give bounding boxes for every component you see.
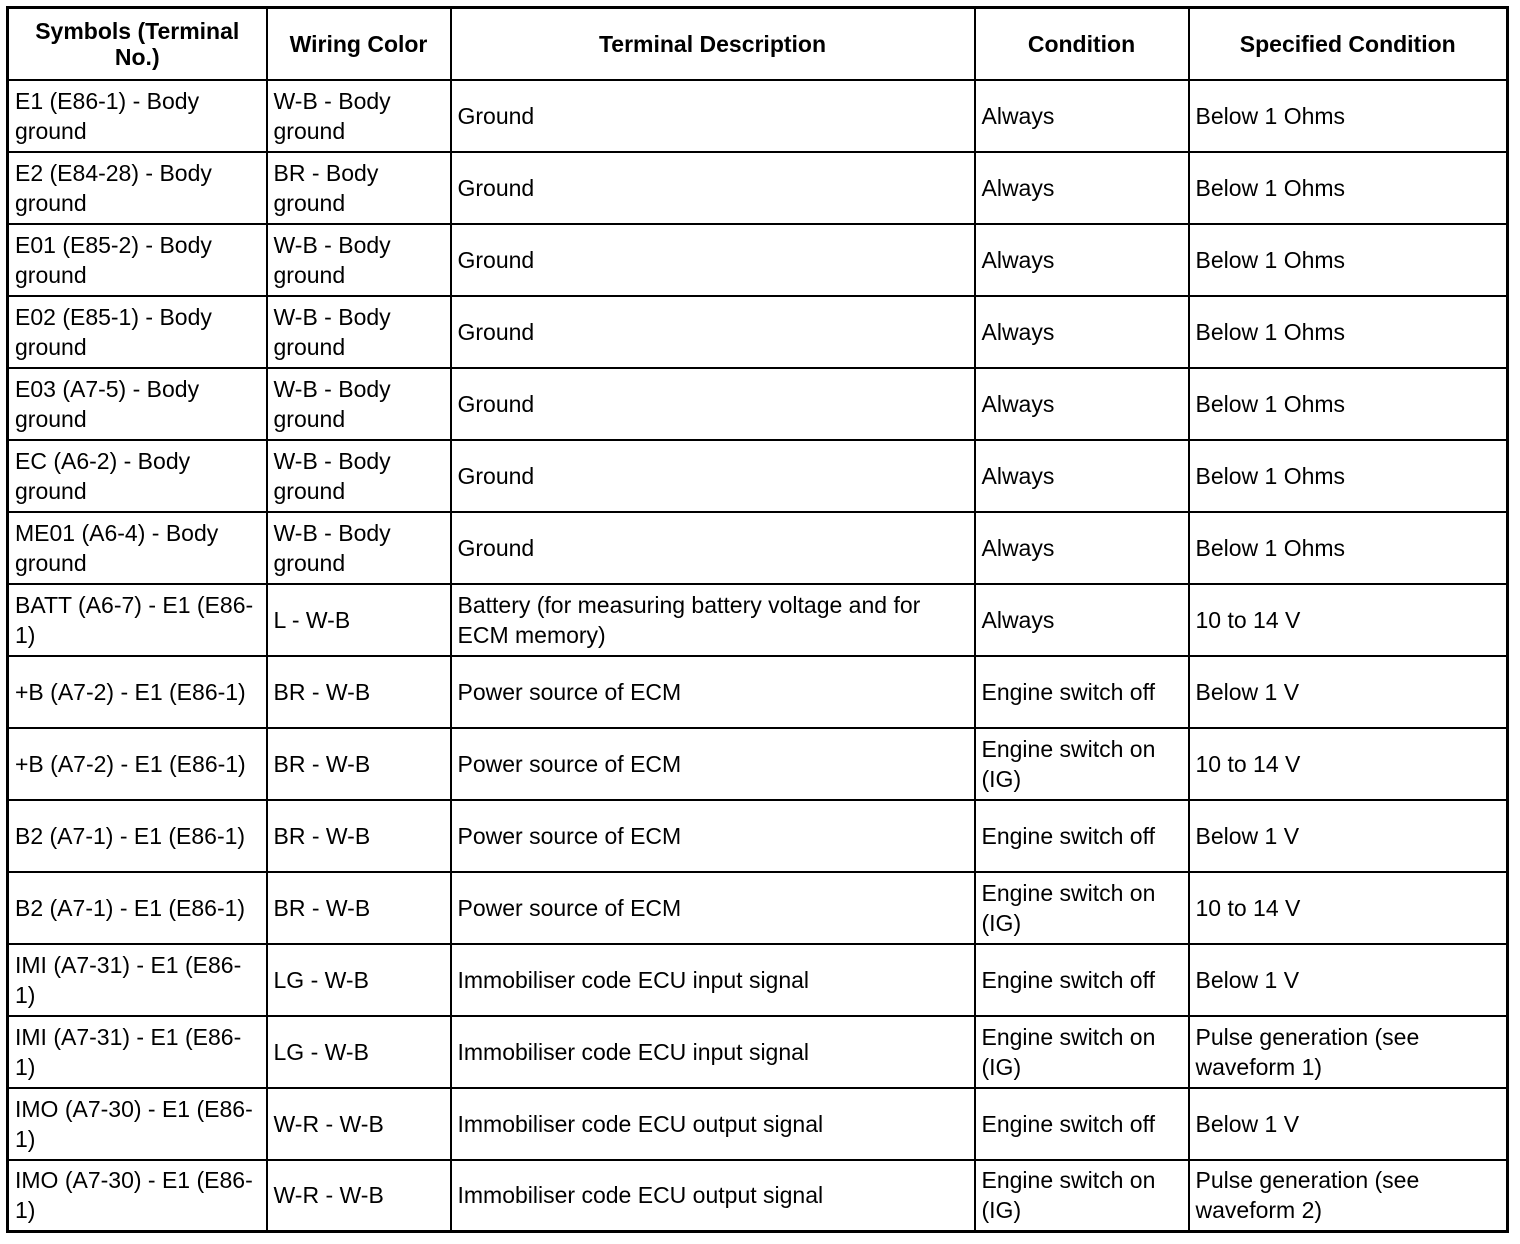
table-row	[8, 728, 1508, 800]
cell-specified-condition: Below 1 Ohms	[1189, 440, 1508, 512]
cell-condition: Always	[975, 296, 1189, 368]
cell-specified-condition: Below 1 Ohms	[1189, 368, 1508, 440]
table-row	[8, 872, 1508, 944]
cell-wiring-color: L - W-B	[267, 584, 451, 656]
cell-symbols: B2 (A7-1) - E1 (E86-1)	[8, 800, 267, 872]
cell-terminal-description: Ground	[451, 512, 975, 584]
header-row	[8, 8, 1508, 80]
cell-symbols: ME01 (A6-4) - Body ground	[8, 512, 267, 584]
cell-specified-condition: Below 1 V	[1189, 1088, 1508, 1160]
cell-condition: Engine switch off	[975, 800, 1189, 872]
cell-terminal-description: Ground	[451, 368, 975, 440]
cell-wiring-color: W-R - W-B	[267, 1088, 451, 1160]
cell-specified-condition: Below 1 Ohms	[1189, 80, 1508, 152]
cell-condition: Engine switch on (IG)	[975, 872, 1189, 944]
table-row	[8, 368, 1508, 440]
cell-symbols: IMI (A7-31) - E1 (E86-1)	[8, 1016, 267, 1088]
cell-symbols: +B (A7-2) - E1 (E86-1)	[8, 728, 267, 800]
cell-terminal-description: Power source of ECM	[451, 656, 975, 728]
table-row	[8, 1160, 1508, 1232]
cell-wiring-color: BR - W-B	[267, 656, 451, 728]
cell-specified-condition: 10 to 14 V	[1189, 584, 1508, 656]
cell-specified-condition: Below 1 V	[1189, 944, 1508, 1016]
cell-condition: Engine switch off	[975, 944, 1189, 1016]
cell-wiring-color: LG - W-B	[267, 1016, 451, 1088]
cell-condition: Always	[975, 584, 1189, 656]
cell-wiring-color: BR - W-B	[267, 728, 451, 800]
cell-symbols: EC (A6-2) - Body ground	[8, 440, 267, 512]
cell-condition: Always	[975, 440, 1189, 512]
cell-symbols: E03 (A7-5) - Body ground	[8, 368, 267, 440]
header-terminal-description: Terminal Description	[451, 8, 975, 80]
cell-terminal-description: Immobiliser code ECU input signal	[451, 944, 975, 1016]
cell-wiring-color: BR - Body ground	[267, 152, 451, 224]
cell-specified-condition: Pulse generation (see waveform 1)	[1189, 1016, 1508, 1088]
cell-terminal-description: Immobiliser code ECU input signal	[451, 1016, 975, 1088]
cell-symbols: E01 (E85-2) - Body ground	[8, 224, 267, 296]
table-header	[8, 8, 1508, 80]
cell-terminal-description: Battery (for measuring battery voltage and for ECM memory)	[451, 584, 975, 656]
cell-symbols: E02 (E85-1) - Body ground	[8, 296, 267, 368]
header-wiring-color: Wiring Color	[267, 8, 451, 80]
cell-specified-condition: Below 1 Ohms	[1189, 224, 1508, 296]
cell-wiring-color: W-B - Body ground	[267, 296, 451, 368]
cell-condition: Engine switch on (IG)	[975, 1016, 1189, 1088]
cell-condition: Always	[975, 224, 1189, 296]
cell-specified-condition: Below 1 Ohms	[1189, 296, 1508, 368]
cell-terminal-description: Ground	[451, 80, 975, 152]
table-body	[8, 80, 1508, 1232]
cell-condition: Engine switch off	[975, 656, 1189, 728]
table-row	[8, 584, 1508, 656]
table-row	[8, 440, 1508, 512]
cell-symbols: BATT (A6-7) - E1 (E86-1)	[8, 584, 267, 656]
header-condition: Condition	[975, 8, 1189, 80]
table-row	[8, 944, 1508, 1016]
cell-wiring-color: BR - W-B	[267, 800, 451, 872]
cell-condition: Engine switch on (IG)	[975, 728, 1189, 800]
header-specified-condition: Specified Condition	[1189, 8, 1508, 80]
table-row	[8, 224, 1508, 296]
cell-symbols: B2 (A7-1) - E1 (E86-1)	[8, 872, 267, 944]
table-row	[8, 800, 1508, 872]
cell-specified-condition: 10 to 14 V	[1189, 872, 1508, 944]
cell-condition: Engine switch off	[975, 1088, 1189, 1160]
cell-condition: Always	[975, 368, 1189, 440]
cell-specified-condition: Pulse generation (see waveform 2)	[1189, 1160, 1508, 1232]
cell-terminal-description: Ground	[451, 440, 975, 512]
cell-wiring-color: W-B - Body ground	[267, 512, 451, 584]
cell-terminal-description: Immobiliser code ECU output signal	[451, 1088, 975, 1160]
cell-terminal-description: Power source of ECM	[451, 872, 975, 944]
cell-condition: Always	[975, 152, 1189, 224]
cell-terminal-description: Ground	[451, 296, 975, 368]
cell-wiring-color: W-B - Body ground	[267, 80, 451, 152]
cell-symbols: +B (A7-2) - E1 (E86-1)	[8, 656, 267, 728]
cell-terminal-description: Ground	[451, 152, 975, 224]
header-symbols: Symbols (Terminal No.)	[8, 8, 267, 80]
cell-symbols: IMI (A7-31) - E1 (E86-1)	[8, 944, 267, 1016]
cell-symbols: E1 (E86-1) - Body ground	[8, 80, 267, 152]
table-row	[8, 512, 1508, 584]
cell-wiring-color: LG - W-B	[267, 944, 451, 1016]
cell-wiring-color: W-R - W-B	[267, 1160, 451, 1232]
cell-condition: Always	[975, 80, 1189, 152]
cell-condition: Engine switch on (IG)	[975, 1160, 1189, 1232]
cell-wiring-color: W-B - Body ground	[267, 224, 451, 296]
cell-terminal-description: Ground	[451, 224, 975, 296]
table-row	[8, 152, 1508, 224]
cell-wiring-color: W-B - Body ground	[267, 440, 451, 512]
cell-symbols: IMO (A7-30) - E1 (E86-1)	[8, 1088, 267, 1160]
cell-wiring-color: BR - W-B	[267, 872, 451, 944]
cell-condition: Always	[975, 512, 1189, 584]
cell-symbols: E2 (E84-28) - Body ground	[8, 152, 267, 224]
cell-symbols: IMO (A7-30) - E1 (E86-1)	[8, 1160, 267, 1232]
table-row	[8, 656, 1508, 728]
terminal-table	[6, 6, 1509, 1233]
terminal-table-container	[6, 6, 1506, 1233]
table-row	[8, 296, 1508, 368]
cell-specified-condition: Below 1 Ohms	[1189, 512, 1508, 584]
cell-specified-condition: 10 to 14 V	[1189, 728, 1508, 800]
cell-specified-condition: Below 1 V	[1189, 656, 1508, 728]
cell-specified-condition: Below 1 V	[1189, 800, 1508, 872]
table-row	[8, 1088, 1508, 1160]
cell-specified-condition: Below 1 Ohms	[1189, 152, 1508, 224]
table-row	[8, 80, 1508, 152]
cell-terminal-description: Power source of ECM	[451, 800, 975, 872]
cell-wiring-color: W-B - Body ground	[267, 368, 451, 440]
cell-terminal-description: Immobiliser code ECU output signal	[451, 1160, 975, 1232]
cell-terminal-description: Power source of ECM	[451, 728, 975, 800]
table-row	[8, 1016, 1508, 1088]
